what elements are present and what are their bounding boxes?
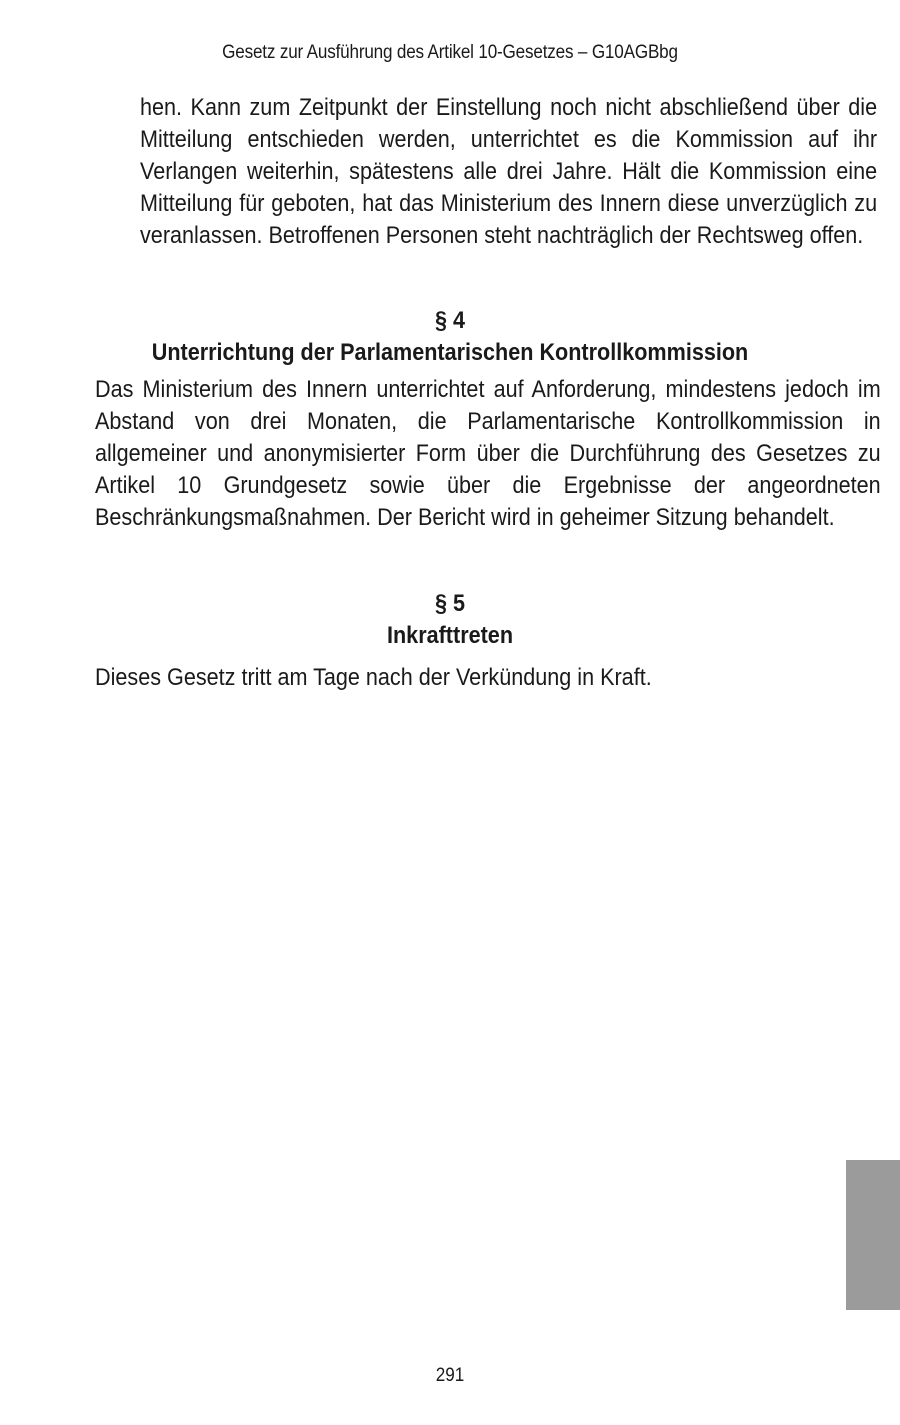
continuation-paragraph: hen. Kann zum Zeitpunkt der Einstellung noch nicht abschließend über die Mitteilung entschieden werden, unterrichtet es die Kommission auf ihr Verlangen weiterhin, spätestens alle drei Jahre. Hält die Kommission eine Mitteilung für geboten, hat das Ministerium des Innern diese unverzüglich zu veranlassen. Betroffenen Personen steht nachträglich der Rechtsweg offen. [140,94,878,249]
continuation-paragraph-block [140,92,877,252]
section-5-number: § 5 [434,590,466,617]
section-5-paragraph-block [95,662,881,694]
section-4-paragraph: Das Ministerium des Innern unterrichtet auf Anforderung, mindestens jedoch im Abstand von drei Monaten, die Parlamentarische Kontrollkommission in allgemeiner und anonymisierter Form über die Durchführung des Gesetzes zu Artikel 10 Grundgesetz sowie über die Ergebnisse der angeordneten Beschränkungsmaßnahmen. Der Bericht wird in geheimer Sitzung behandelt. [95,376,881,531]
section-4-title: Unterrichtung der Parlamentarischen Kontrollkommission [151,339,749,366]
running-header: Gesetz zur Ausführung des Artikel 10-Gesetzes – G10AGBbg [222,42,678,63]
section-5-paragraph: Dieses Gesetz tritt am Tage nach der Verkündung in Kraft. [95,664,652,691]
section-4-number: § 4 [434,307,466,334]
thumb-index-tab [846,1160,900,1310]
section-5-title: Inkrafttreten [386,622,514,649]
section-4-paragraph-block [95,374,881,534]
page-number: 291 [435,1365,465,1386]
